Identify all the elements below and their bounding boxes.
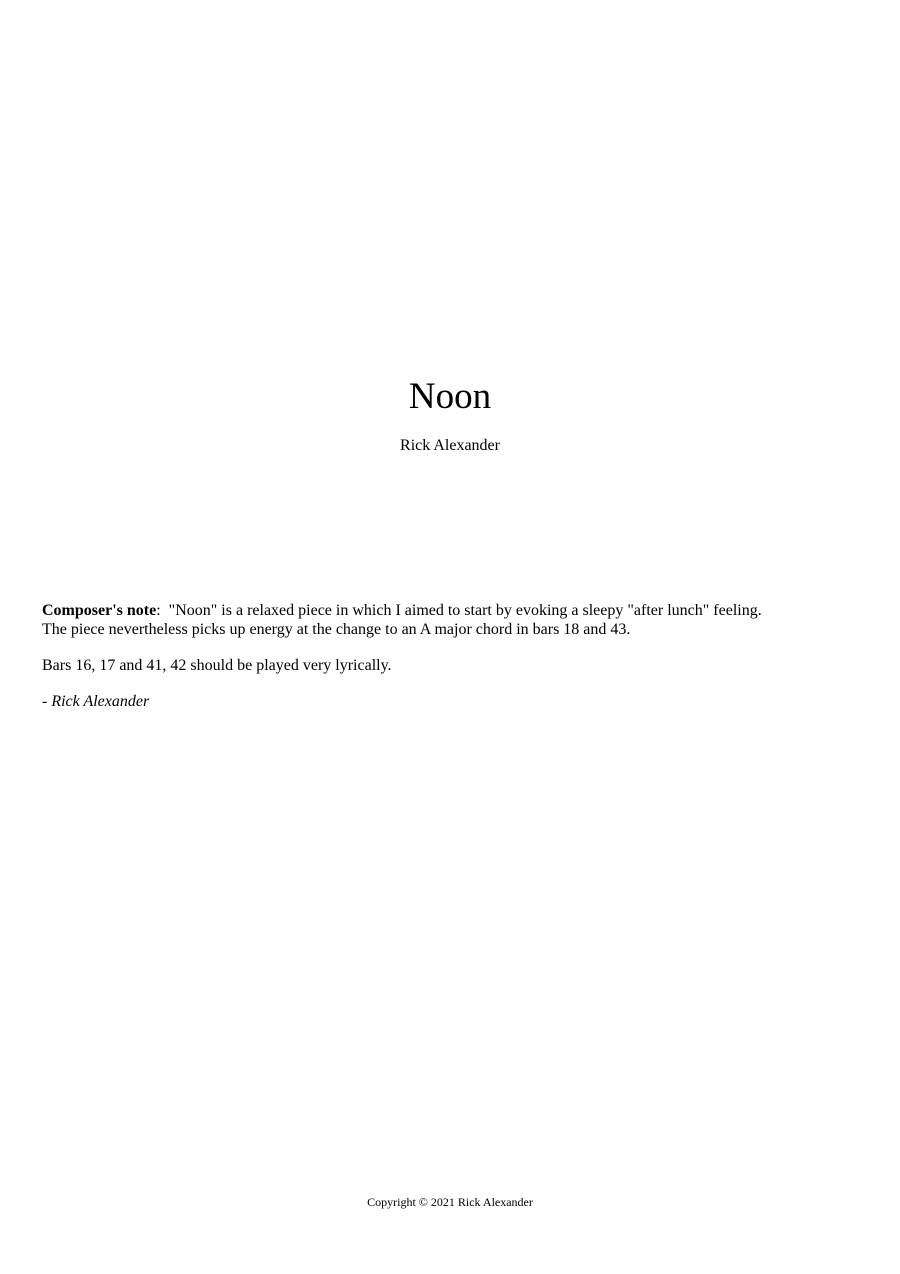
composer-name: Rick Alexander	[400, 437, 500, 454]
page-title: Noon	[408, 376, 492, 417]
note-line-2: The piece nevertheless picks up energy at the change to an A major chord in bars 18 and 43.	[42, 621, 631, 638]
note-label: Composer's note	[42, 602, 157, 619]
note-line-1: "Noon" is a relaxed piece in which I aimed to start by evoking a sleepy "after lunch" feeling.	[168, 602, 762, 619]
note-signature	[42, 692, 872, 711]
signature-name: Rick Alexander	[51, 693, 150, 710]
copyright-notice: Copyright © 2021 Rick Alexander	[367, 1195, 533, 1209]
note-paragraph-1	[42, 601, 872, 639]
note-paragraph-2: Bars 16, 17 and 41, 42 should be played very lyrically.	[42, 657, 392, 674]
note-separator: :	[156, 602, 169, 619]
composers-note	[42, 601, 872, 728]
signature-prefix: -	[42, 693, 52, 710]
